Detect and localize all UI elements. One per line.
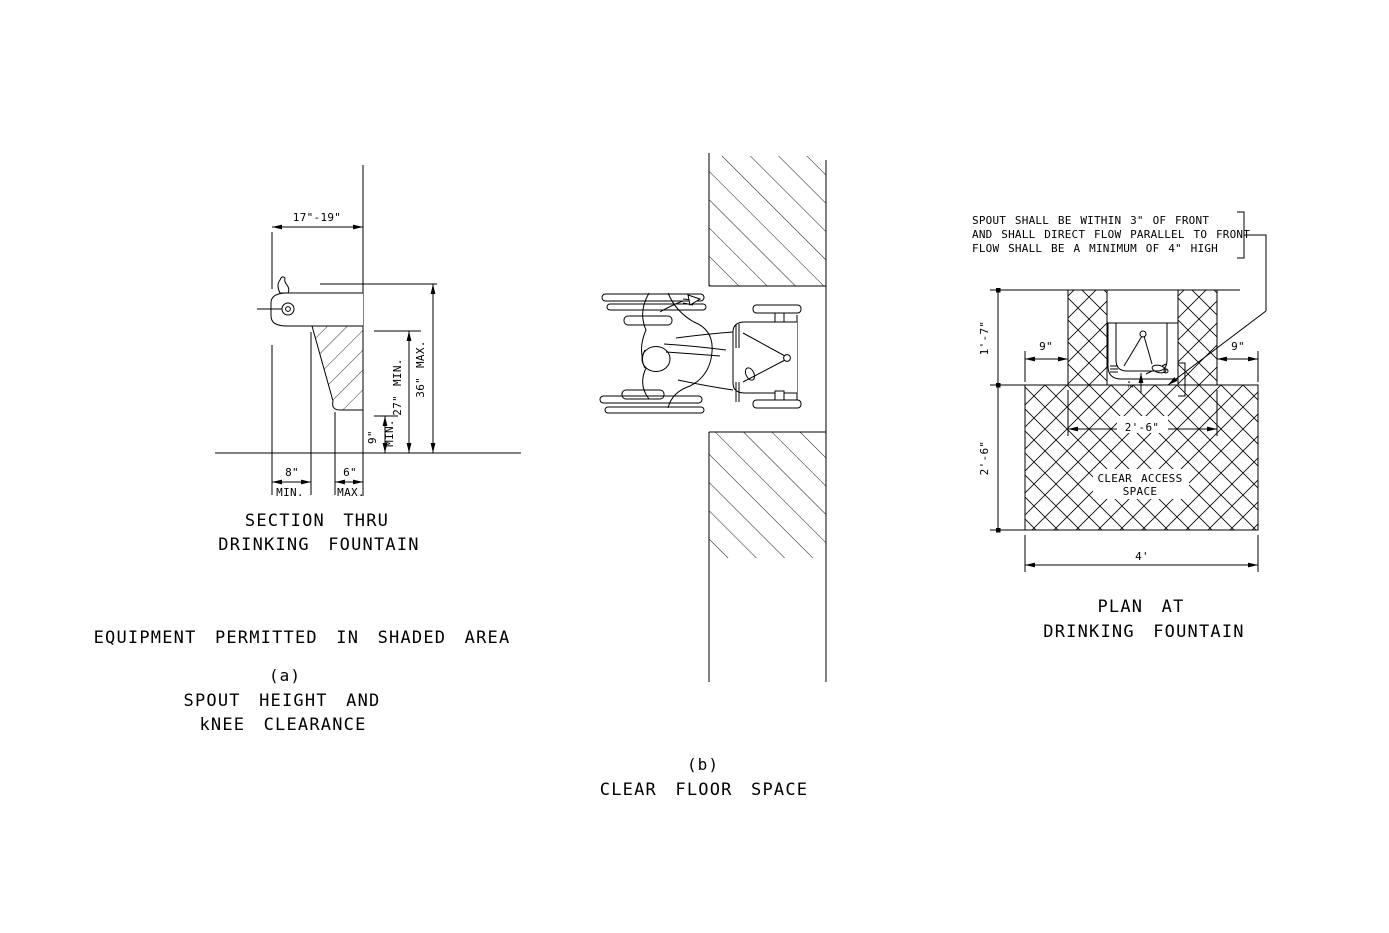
dim-wing-right: 9" [1231, 340, 1245, 353]
fountain-plan-unit [733, 305, 801, 408]
spout-note-line2: AND SHALL DIRECT FLOW PARALLEL TO FRONT [972, 228, 1251, 241]
dim-spout-offset: 3" [1127, 379, 1135, 389]
clear-floor-space-plan [600, 153, 826, 800]
section-label-a: (a) [269, 666, 301, 685]
dim-spout-height: 36" MAX. [414, 340, 427, 398]
dim-equipment-depth-suffix: MAX. [337, 486, 365, 499]
dim-toe-height-value: 9" [366, 430, 379, 444]
section-title-line1: SECTION THRU [244, 511, 390, 531]
lower-wall-hatch [709, 432, 826, 558]
reach-arm [664, 344, 726, 356]
section-title-line2: DRINKING FOUNTAIN [218, 535, 420, 555]
wheelchair-user-figure [600, 293, 739, 413]
dim-toe-height-suffix: MIN. [383, 419, 396, 447]
upper-wall-hatch [709, 156, 826, 286]
spout-note-line3: FLOW SHALL BE A MINIMUM OF 4" HIGH [972, 242, 1218, 255]
access-label-line1: CLEAR ACCESS [1097, 472, 1183, 485]
armrest-top [624, 316, 672, 325]
spout-note-line1: SPOUT SHALL BE WITHIN 3" OF FRONT [972, 214, 1210, 227]
plan-title-line2: DRINKING FOUNTAIN [1043, 622, 1245, 642]
dim-knee-depth-value: 8" [285, 466, 299, 479]
plan-b-label: (b) [687, 755, 719, 774]
lower-mount-stem [775, 391, 784, 400]
upper-mount-bracket [753, 305, 801, 313]
plan-apex-circle [1140, 331, 1146, 337]
dim-access-depth: 2'-6" [978, 440, 991, 476]
wheel-bottom-inner [605, 407, 704, 413]
lower-mount-bracket [753, 400, 801, 408]
shaded-equipment-area [312, 326, 363, 410]
dim-access-width: 4' [1135, 550, 1149, 563]
plan-b-title: CLEAR FLOOR SPACE [599, 780, 809, 800]
spout-symbol [1146, 364, 1168, 374]
dim-alcove-depth: 1'-7" [978, 320, 991, 356]
plan-b-walls [709, 153, 826, 682]
wall-and-floor-lines [215, 165, 521, 496]
leg-top [676, 332, 733, 338]
section-subtitle-line2: kNEE CLEARANCE [199, 715, 367, 735]
plan-title-line1: PLAN AT [1097, 597, 1185, 617]
hash-marks [1110, 366, 1118, 372]
bubbler-spout-shape [278, 277, 289, 293]
basin-outline [1116, 323, 1167, 371]
leg-bottom [678, 380, 733, 390]
section-caption: EQUIPMENT PERMITTED IN SHADED AREA [93, 628, 511, 648]
section-thru-drinking-fountain [94, 165, 521, 735]
push-button-inner [286, 307, 291, 312]
armrest-bottom [622, 390, 664, 399]
dim-equipment-depth-value: 6" [343, 466, 357, 479]
section-subtitle-line1: SPOUT HEIGHT AND [183, 691, 381, 711]
access-label-line2: SPACE [1122, 485, 1158, 498]
dim-knee-clearance: 27" MIN. [391, 358, 404, 416]
plan-at-drinking-fountain [972, 212, 1266, 642]
upper-mount-stem [775, 313, 784, 322]
dim-spout-depth: 17"-19" [292, 211, 342, 224]
head-top-view [642, 347, 670, 372]
dim-wing-left: 9" [1039, 340, 1053, 353]
dim-alcove-width: 2'-6" [1124, 421, 1160, 434]
fountain-apex-circle [784, 355, 791, 362]
dim-knee-depth-suffix: MIN. [276, 486, 304, 499]
torso-left-contour [642, 293, 650, 399]
